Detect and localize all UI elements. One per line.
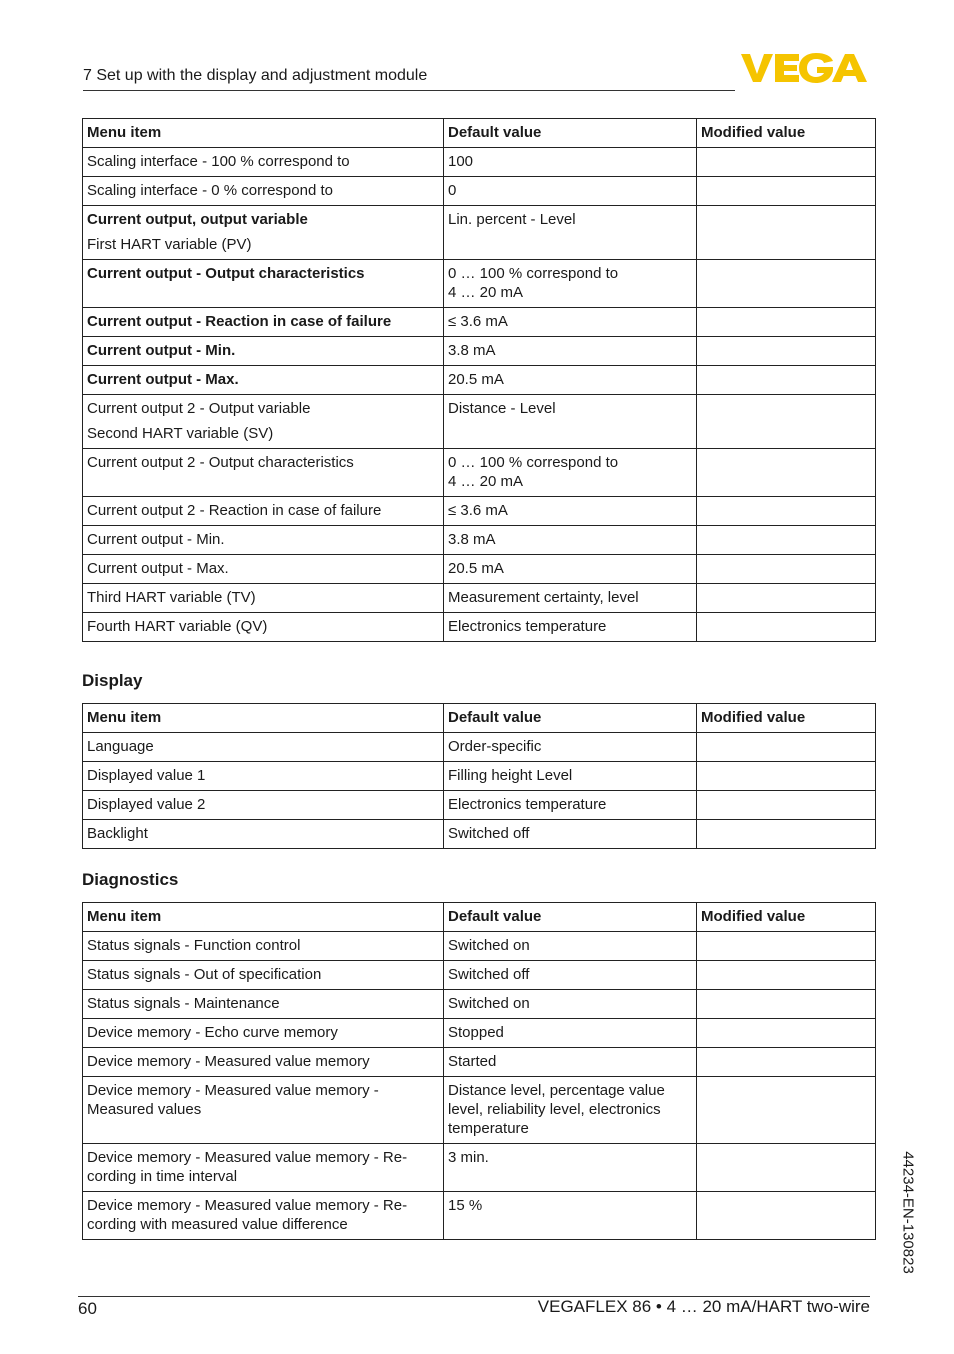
default-value-line: Distance level, percentage value — [448, 1082, 665, 1099]
default-value-cell: Switched on — [444, 990, 697, 1019]
section-header: 7 Set up with the display and adjustment module — [83, 67, 428, 84]
default-value-cell: 20.5 mA — [444, 366, 697, 395]
menu-item-cell — [83, 1192, 444, 1240]
diagnostics-heading: Diagnostics — [82, 870, 179, 889]
default-value-line: temperature — [448, 1120, 529, 1137]
default-value-cell: Lin. percent - Level — [444, 206, 697, 260]
menu-item-cell — [83, 395, 444, 449]
table-row — [83, 961, 876, 990]
menu-item-cell: Displayed value 1 — [83, 762, 444, 791]
default-value-cell — [444, 260, 697, 308]
menu-item-cell: Status signals - Maintenance — [83, 990, 444, 1019]
modified-value-cell — [697, 337, 876, 366]
table-row — [83, 308, 876, 337]
table-header-row — [83, 704, 876, 733]
col-default-value: Default value — [444, 704, 697, 733]
modified-value-cell — [697, 791, 876, 820]
modified-value-cell — [697, 961, 876, 990]
modified-value-cell — [697, 820, 876, 849]
table-row — [83, 733, 876, 762]
table-row — [83, 762, 876, 791]
default-value-line: 0 … 100 % correspond to — [448, 265, 619, 282]
default-value-cell: 100 — [444, 148, 697, 177]
document-title: VEGAFLEX 86 • 4 … 20 mA/HART two-wire — [537, 1297, 870, 1316]
modified-value-cell — [697, 366, 876, 395]
menu-item-line: Device memory - Measured value memory - Re- — [87, 1197, 408, 1214]
modified-value-cell — [697, 932, 876, 961]
modified-value-cell — [697, 613, 876, 642]
table-row — [83, 820, 876, 849]
default-value-cell: ≤ 3.6 mA — [444, 497, 697, 526]
table-row — [83, 555, 876, 584]
table-row — [83, 497, 876, 526]
table-row — [83, 177, 876, 206]
default-value-cell: Order-specific — [444, 733, 697, 762]
modified-value-cell — [697, 1144, 876, 1192]
diagnostics-table — [82, 902, 876, 1240]
table-row — [83, 526, 876, 555]
menu-item-cell: Current output - Output characteristics — [83, 260, 444, 308]
table-row — [83, 584, 876, 613]
table-row — [83, 1019, 876, 1048]
default-value-cell: Electronics temperature — [444, 791, 697, 820]
vega-logo — [741, 52, 871, 84]
table-row — [83, 791, 876, 820]
default-value-cell: Switched off — [444, 961, 697, 990]
default-value-cell: Filling height Level — [444, 762, 697, 791]
default-value-cell: 3 min. — [444, 1144, 697, 1192]
modified-value-cell — [697, 526, 876, 555]
document-number: 44234-EN-130823 — [899, 1151, 917, 1274]
default-value-cell: Measurement certainty, level — [444, 584, 697, 613]
menu-item-subtitle: Second HART variable (SV) — [87, 425, 274, 442]
menu-item-cell: Current output - Max. — [83, 366, 444, 395]
default-value-cell: Distance - Level — [444, 395, 697, 449]
table-row — [83, 1048, 876, 1077]
table-row — [83, 613, 876, 642]
menu-item-cell: Current output 2 - Output characteristics — [83, 449, 444, 497]
modified-value-cell — [697, 1019, 876, 1048]
display-table — [82, 703, 876, 849]
col-default-value: Default value — [444, 903, 697, 932]
modified-value-cell — [697, 1077, 876, 1144]
modified-value-cell — [697, 308, 876, 337]
default-value-cell: 0 — [444, 177, 697, 206]
modified-value-cell — [697, 148, 876, 177]
table-row — [83, 337, 876, 366]
default-value-cell: Stopped — [444, 1019, 697, 1048]
default-value-line: 4 … 20 mA — [448, 473, 524, 490]
menu-item-cell: Current output - Reaction in case of failure — [83, 308, 444, 337]
menu-item-cell: Current output - Min. — [83, 337, 444, 366]
modified-value-cell — [697, 1192, 876, 1240]
table-row — [83, 990, 876, 1019]
modified-value-cell — [697, 497, 876, 526]
modified-value-cell — [697, 260, 876, 308]
default-value-cell: Electronics temperature — [444, 613, 697, 642]
modified-value-cell — [697, 449, 876, 497]
default-value-line: 4 … 20 mA — [448, 284, 524, 301]
adjustment-table — [82, 118, 876, 642]
modified-value-cell — [697, 395, 876, 449]
menu-item-title: Current output 2 - Output variable — [87, 400, 311, 417]
modified-value-cell — [697, 733, 876, 762]
table-row — [83, 395, 876, 449]
default-value-cell: 3.8 mA — [444, 526, 697, 555]
col-default-value: Default value — [444, 119, 697, 148]
table-row — [83, 366, 876, 395]
col-menu-item: Menu item — [83, 903, 444, 932]
menu-item-cell: Scaling interface - 0 % correspond to — [83, 177, 444, 206]
default-value-line: level, reliability level, electronics — [448, 1101, 661, 1118]
table-row — [83, 260, 876, 308]
menu-item-cell: Displayed value 2 — [83, 791, 444, 820]
menu-item-cell — [83, 1144, 444, 1192]
menu-item-cell: Status signals - Function control — [83, 932, 444, 961]
col-modified-value: Modified value — [697, 704, 876, 733]
table-row — [83, 1077, 876, 1144]
menu-item-cell: Backlight — [83, 820, 444, 849]
table-row — [83, 1144, 876, 1192]
table-row — [83, 148, 876, 177]
menu-item-cell: Device memory - Echo curve memory — [83, 1019, 444, 1048]
table-header-row — [83, 119, 876, 148]
modified-value-cell — [697, 990, 876, 1019]
menu-item-cell: Current output 2 - Reaction in case of failure — [83, 497, 444, 526]
col-modified-value: Modified value — [697, 903, 876, 932]
modified-value-cell — [697, 206, 876, 260]
default-value-cell: ≤ 3.6 mA — [444, 308, 697, 337]
default-value-cell: Switched on — [444, 932, 697, 961]
modified-value-cell — [697, 762, 876, 791]
col-menu-item: Menu item — [83, 704, 444, 733]
menu-item-line: cording in time interval — [87, 1168, 238, 1185]
document-number-side — [896, 1142, 920, 1290]
col-modified-value: Modified value — [697, 119, 876, 148]
menu-item-line: Device memory - Measured value memory - Re- — [87, 1149, 408, 1166]
menu-item-line: cording with measured value difference — [87, 1216, 348, 1233]
default-value-cell: 3.8 mA — [444, 337, 697, 366]
default-value-cell — [444, 1077, 697, 1144]
default-value-cell: Switched off — [444, 820, 697, 849]
default-value-cell — [444, 449, 697, 497]
table-row — [83, 206, 876, 260]
display-heading: Display — [82, 671, 143, 690]
menu-item-cell — [83, 206, 444, 260]
table-row — [83, 932, 876, 961]
table-row — [83, 1192, 876, 1240]
menu-item-cell: Current output - Max. — [83, 555, 444, 584]
table-header-row — [83, 903, 876, 932]
menu-item-cell: Device memory - Measured value memory — [83, 1048, 444, 1077]
default-value-cell: Started — [444, 1048, 697, 1077]
menu-item-cell: Fourth HART variable (QV) — [83, 613, 444, 642]
modified-value-cell — [697, 177, 876, 206]
header-divider — [83, 90, 735, 91]
menu-item-cell: Current output - Min. — [83, 526, 444, 555]
modified-value-cell — [697, 584, 876, 613]
menu-item-cell: Third HART variable (TV) — [83, 584, 444, 613]
menu-item-line: Device memory - Measured value memory - — [87, 1082, 379, 1099]
menu-item-subtitle: First HART variable (PV) — [87, 236, 252, 253]
menu-item-cell: Status signals - Out of specification — [83, 961, 444, 990]
menu-item-cell — [83, 1077, 444, 1144]
modified-value-cell — [697, 555, 876, 584]
menu-item-line: Measured values — [87, 1101, 202, 1118]
menu-item-title: Current output, output variable — [87, 211, 308, 228]
menu-item-cell: Language — [83, 733, 444, 762]
page-number: 60 — [78, 1299, 97, 1318]
default-value-line: 0 … 100 % correspond to — [448, 454, 619, 471]
default-value-cell: 20.5 mA — [444, 555, 697, 584]
default-value-cell: 15 % — [444, 1192, 697, 1240]
modified-value-cell — [697, 1048, 876, 1077]
table-row — [83, 449, 876, 497]
col-menu-item: Menu item — [83, 119, 444, 148]
menu-item-cell: Scaling interface - 100 % correspond to — [83, 148, 444, 177]
